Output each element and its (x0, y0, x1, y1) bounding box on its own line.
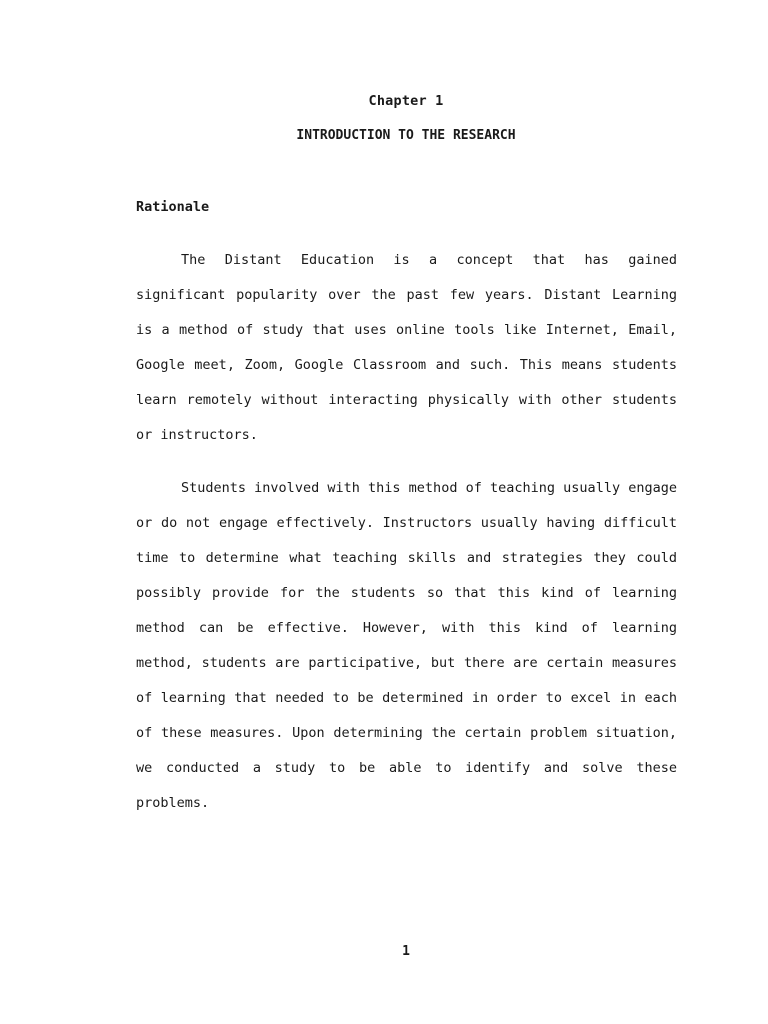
chapter-title: INTRODUCTION TO THE RESEARCH (296, 128, 516, 143)
paragraph: The Distant Education is a concept that has gained significant popularity over the past few years. Distant Learning is a method of study that uses online tools like Internet, Email, Google meet, Zoom, Google Classroom and such. This means students learn remotely without interacting physically with other students or instructors. (136, 252, 677, 443)
chapter-label: Chapter 1 (368, 93, 444, 109)
paragraph: Students involved with this method of teaching usually engage or do not engage effectively. Instructors usually having difficult time to determine what teaching skills and strategies they could possibly provide for the students so that this kind of learning method can be effective. However, with this kind of learning method, students are participative, but there are certain measures of learning that needed to be determined in order to excel in each of these measures. Upon determining the certain problem situation, we conducted a study to be able to identify and solve these problems. (136, 480, 677, 811)
page-number: 1 (402, 944, 410, 959)
section-heading: Rationale (136, 199, 210, 215)
